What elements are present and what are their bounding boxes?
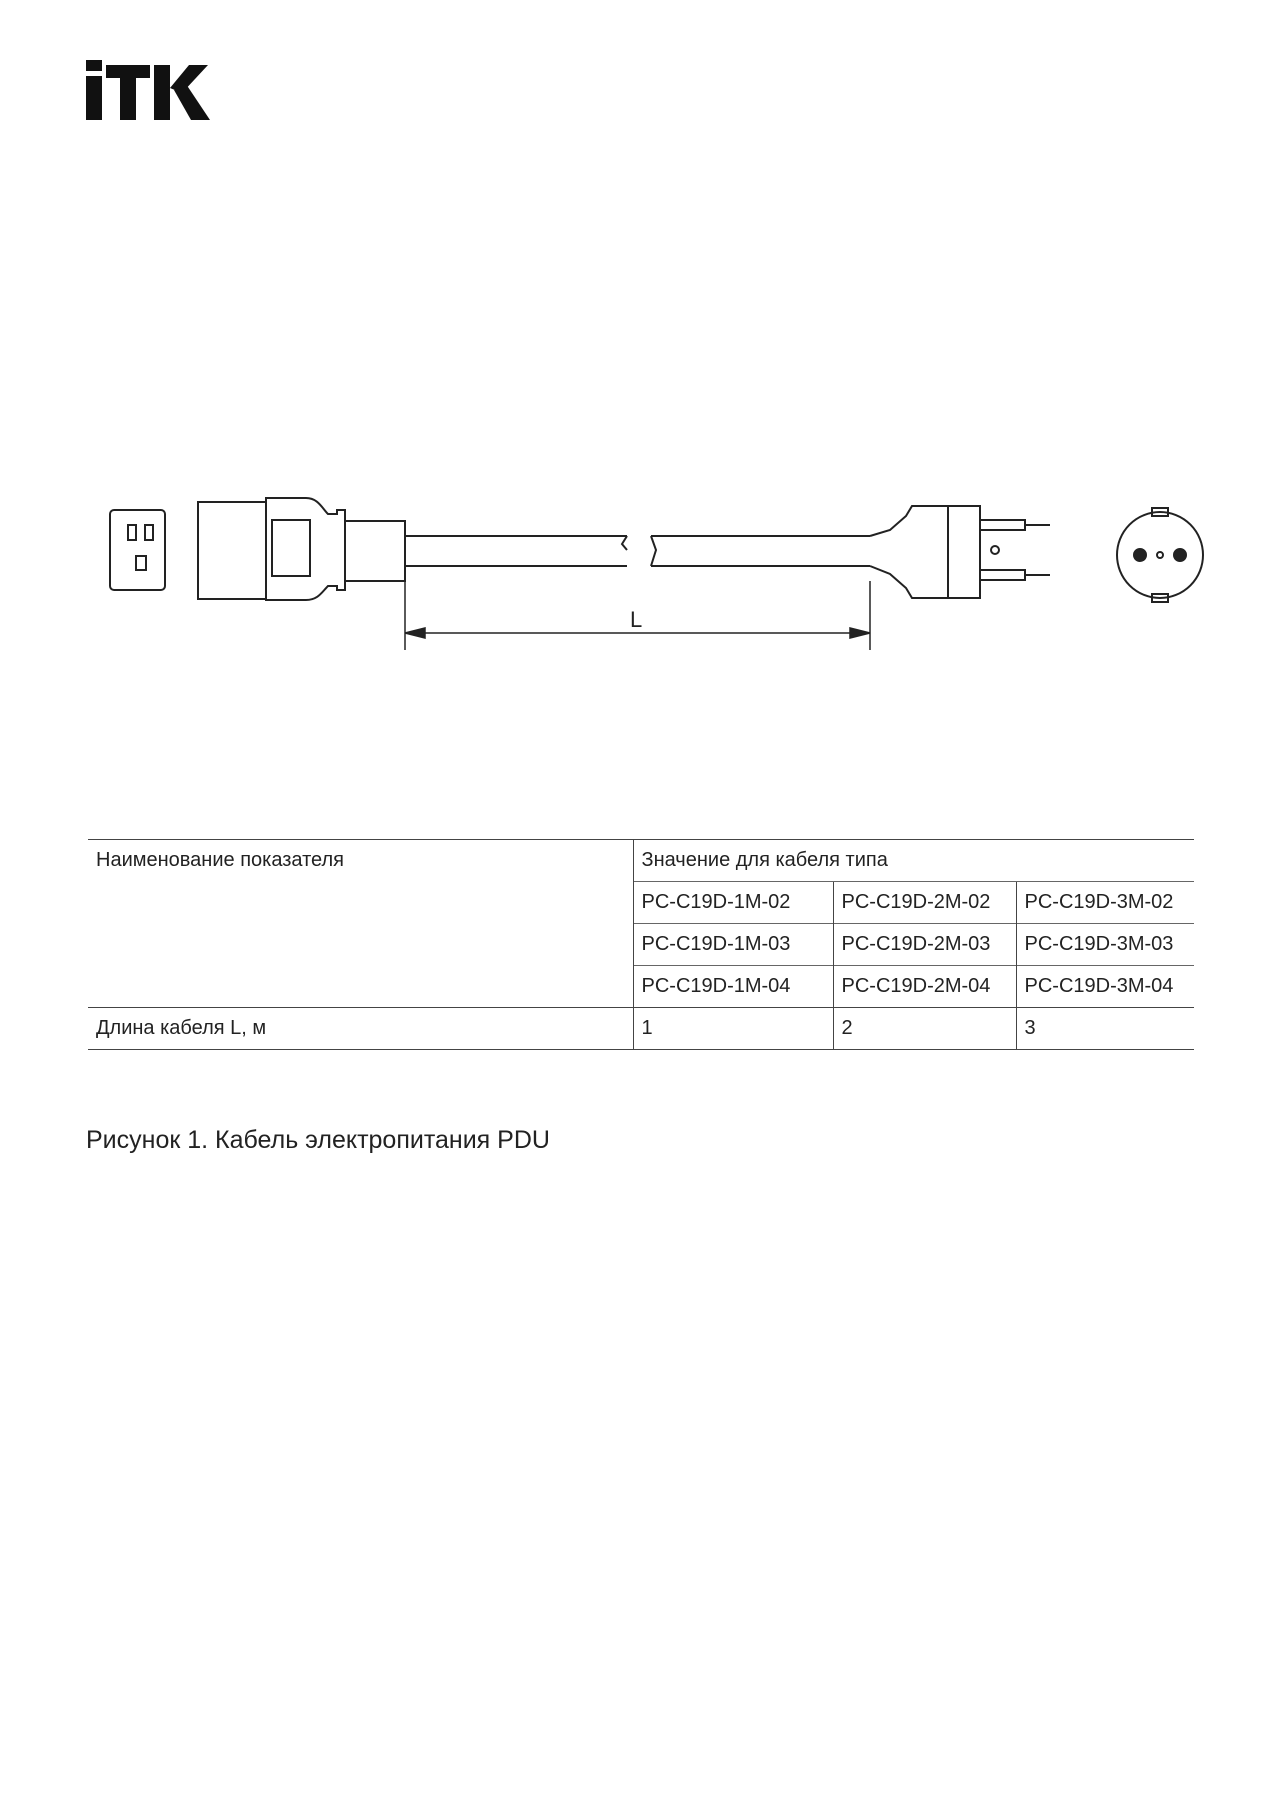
type-cell: PC-C19D-3M-04 [1016, 966, 1194, 1008]
cable-drawing [0, 480, 1280, 680]
dimension-label: L [630, 607, 643, 632]
type-cell: PC-C19D-1M-03 [633, 924, 833, 966]
length-value-cell: 2 [833, 1008, 1016, 1050]
schuko-plug-side-view [870, 506, 1050, 598]
type-cell: PC-C19D-1M-02 [633, 882, 833, 924]
logo-t-stem [120, 65, 136, 120]
type-cell: PC-C19D-2M-04 [833, 966, 1016, 1008]
header-param-cell: Наименование показателя [88, 840, 633, 1008]
figure-caption: Рисунок 1. Кабель электропитания PDU [86, 1126, 550, 1154]
c19-connector-side-view [198, 498, 405, 600]
header-value-cell: Значение для кабеля типа [633, 840, 1194, 882]
length-label-cell: Длина кабеля L, м [88, 1008, 633, 1050]
logo-k-leg [174, 84, 210, 120]
length-value-cell: 3 [1016, 1008, 1194, 1050]
logo-k-stem [154, 65, 170, 120]
table-header-row [88, 840, 1194, 882]
logo-i-dot [86, 60, 102, 71]
type-cell: PC-C19D-2M-02 [833, 882, 1016, 924]
type-cell: PC-C19D-3M-03 [1016, 924, 1194, 966]
schuko-plug-front-view [1117, 508, 1203, 602]
spec-table [88, 839, 1194, 1050]
length-row [88, 1008, 1194, 1050]
type-cell: PC-C19D-3M-02 [1016, 882, 1194, 924]
length-value-cell: 1 [633, 1008, 833, 1050]
cable-body [405, 536, 870, 566]
itk-logo [86, 60, 210, 120]
logo-i-stem [86, 76, 102, 120]
type-cell: PC-C19D-1M-04 [633, 966, 833, 1008]
c19-connector-front-view [110, 510, 165, 590]
type-cell: PC-C19D-2M-03 [833, 924, 1016, 966]
